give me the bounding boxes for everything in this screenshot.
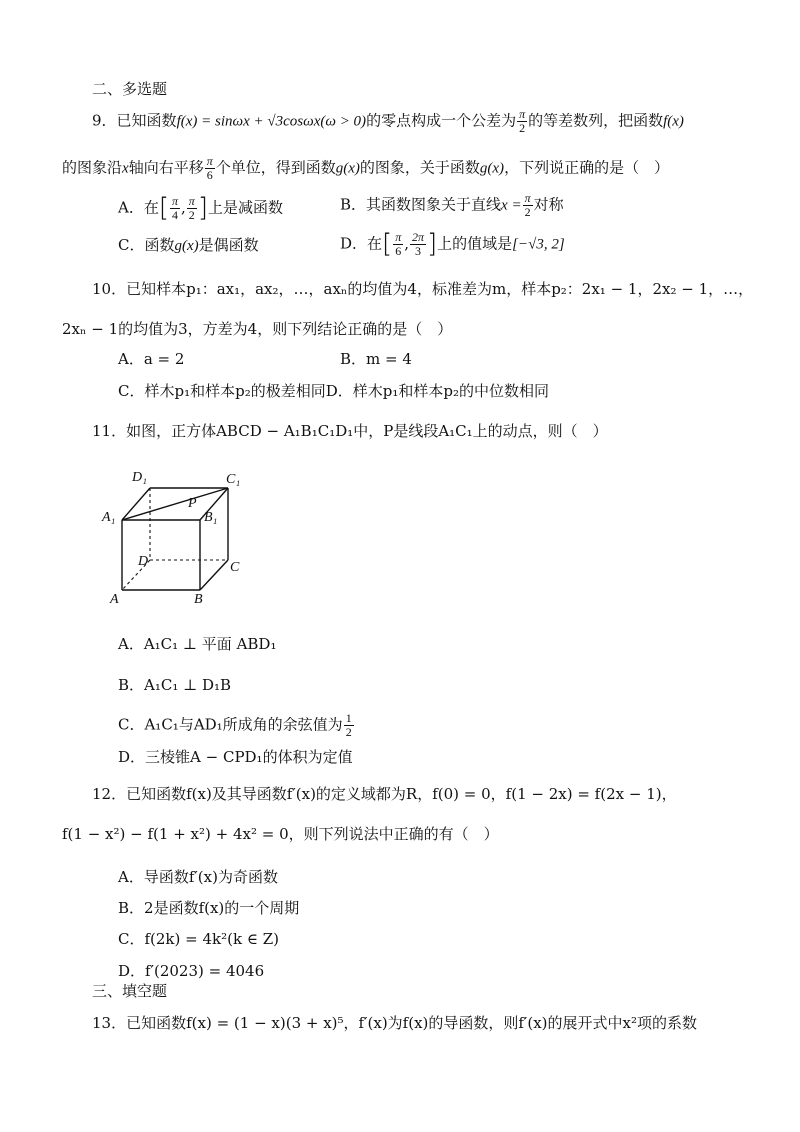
q9-stem-b: 的零点构成一个公差为	[366, 111, 517, 130]
q9-optC-tail: 是偶函数	[198, 236, 259, 254]
q9-option-a: A．在[ $\frac{\pi}{4}$ , $\frac{\pi}{2}$ ]上是减函数	[118, 193, 283, 223]
q11-option-d: D．三棱锥A − CPD₁的体积为定值	[118, 748, 353, 766]
q11-optC-fraction: $\frac{1}{2}$	[345, 711, 352, 740]
q9-optB-tail: 对称	[533, 195, 564, 214]
q11-option-b: B．A₁C₁ ⊥ D₁B	[118, 676, 232, 694]
q9-func2: f(x)	[663, 113, 684, 130]
q12-option-a: A．导函数f′(x)为奇函数	[118, 868, 278, 886]
q9-optC-label: C．函数	[118, 236, 175, 254]
q9-optB-label: B．其函数图象关于直线	[340, 195, 502, 214]
q13-line1: 13．已知函数f(x) = (1 − x)(3 + x)⁵，f′(x)为f(x)的导函数，则f′(x)的展开式中x²项的系数	[92, 1014, 697, 1032]
q9-optA-label: A．在	[118, 198, 159, 217]
label-c: C	[230, 560, 240, 575]
cube-diagram	[100, 470, 250, 610]
q9-optA-frac2: $\frac{\pi}{2}$	[188, 193, 195, 222]
label-c1: C₁	[226, 472, 241, 487]
q9-optB-eq: x =	[501, 197, 522, 214]
q11-option-a: A．A₁C₁ ⊥ 平面 ABD₁	[118, 635, 277, 653]
label-d1: D₁	[132, 470, 147, 485]
label-b: B	[194, 592, 203, 607]
q10-option-cd: C．样木p₁和样本p₂的极差相同D．样木p₁和样本p₂的中位数相同	[118, 382, 549, 400]
label-a: A	[110, 592, 119, 607]
q9-fraction-pi-over-6: $\frac{\pi}{6}$	[206, 154, 213, 183]
q11-option-c	[118, 712, 355, 739]
q11-optC-text: C．A₁C₁与AD₁所成角的余弦值为	[118, 715, 343, 734]
q9-optB-frac: $\frac{\pi}{2}$	[524, 191, 531, 220]
q9-optD-frac2: $\frac{2\pi}{3}$	[411, 229, 424, 258]
q10-option-a: A．a = 2	[118, 350, 185, 368]
q9-option-d: D．在[ $\frac{\pi}{6}$ , $\frac{2\pi}{3}$ ]上的值域是[−√3, 2]	[340, 229, 565, 259]
q9-option-b	[340, 192, 564, 219]
q10-line2: 2xₙ − 1的均值为3，方差为4，则下列结论正确的是（ ）	[62, 320, 453, 338]
label-a1: A₁	[102, 510, 116, 525]
section-fill-in: 三、填空题	[92, 982, 168, 1000]
label-p: P	[188, 496, 197, 511]
q12-option-d: D．f′(2023) = 4046	[118, 962, 265, 980]
q9-gx: g(x)	[335, 160, 360, 177]
cube-figure	[100, 470, 250, 610]
q9-optD-range: [−√3, 2]	[512, 236, 565, 253]
q10-option-b: B．m = 4	[340, 350, 412, 368]
q9-optC-gx: g(x)	[174, 238, 199, 254]
q9-line2-c: 个单位，得到函数	[215, 158, 336, 177]
q12-option-b: B．2是函数f(x)的一个周期	[118, 899, 300, 917]
q9-line1	[92, 108, 684, 135]
q10-line1: 10．已知样本p₁：ax₁，ax₂，…，axₙ的均值为4，标准差为m，样本p₂：2x₁ − 1，2x₂ − 1，…，	[92, 280, 754, 298]
q9-number: 9．	[92, 111, 117, 130]
q9-line2	[62, 155, 669, 182]
q9-optD-mid: 上的值域是	[437, 234, 513, 253]
q11-stem: 11．如图，正方体ABCD − A₁B₁C₁D₁中，P是线段A₁C₁上的动点，则（ ）	[92, 422, 608, 440]
q9-line2-d: 的图象，关于函数	[359, 158, 480, 177]
label-d: D	[138, 554, 149, 569]
q9-line2-x: x	[122, 160, 129, 177]
q9-gx2: g(x)	[479, 160, 505, 177]
q9-stem-c: 的等差数列，把函数	[528, 111, 664, 130]
label-b1: B₁	[204, 510, 218, 525]
q12-line2: f(1 − x²) − f(1 + x²) + 4x² = 0，则下列说法中正确的有（ ）	[62, 825, 499, 843]
edge-cb	[200, 560, 228, 590]
q9-optA-tail: 上是减函数	[207, 198, 283, 217]
q9-optD-label: D．在	[340, 234, 383, 253]
q9-func: f(x) = sinωx + √3cosωx(ω > 0)	[176, 113, 367, 130]
q9-line2-e: ，下列说正确的是（ ）	[504, 158, 670, 177]
q9-optA-frac1: $\frac{\pi}{4}$	[172, 193, 179, 222]
q12-option-c: C．f(2k) = 4k²(k ∈ Z)	[118, 930, 279, 948]
q9-optD-frac1: $\frac{\pi}{6}$	[395, 229, 402, 258]
q12-line1: 12．已知函数f(x)及其导函数f′(x)的定义域都为R，f(0) = 0，f(1 − 2x) = f(2x − 1)，	[92, 785, 677, 803]
q9-stem-a: 已知函数	[116, 111, 177, 130]
q9-line2-a: 的图象沿	[62, 158, 123, 177]
q9-option-c	[118, 236, 259, 256]
q9-line2-b: 轴向右平移	[128, 158, 204, 177]
section-multi-choice: 二、多选题	[92, 80, 168, 98]
q9-fraction-pi-over-2: $\frac{\pi}{2}$	[519, 107, 526, 136]
